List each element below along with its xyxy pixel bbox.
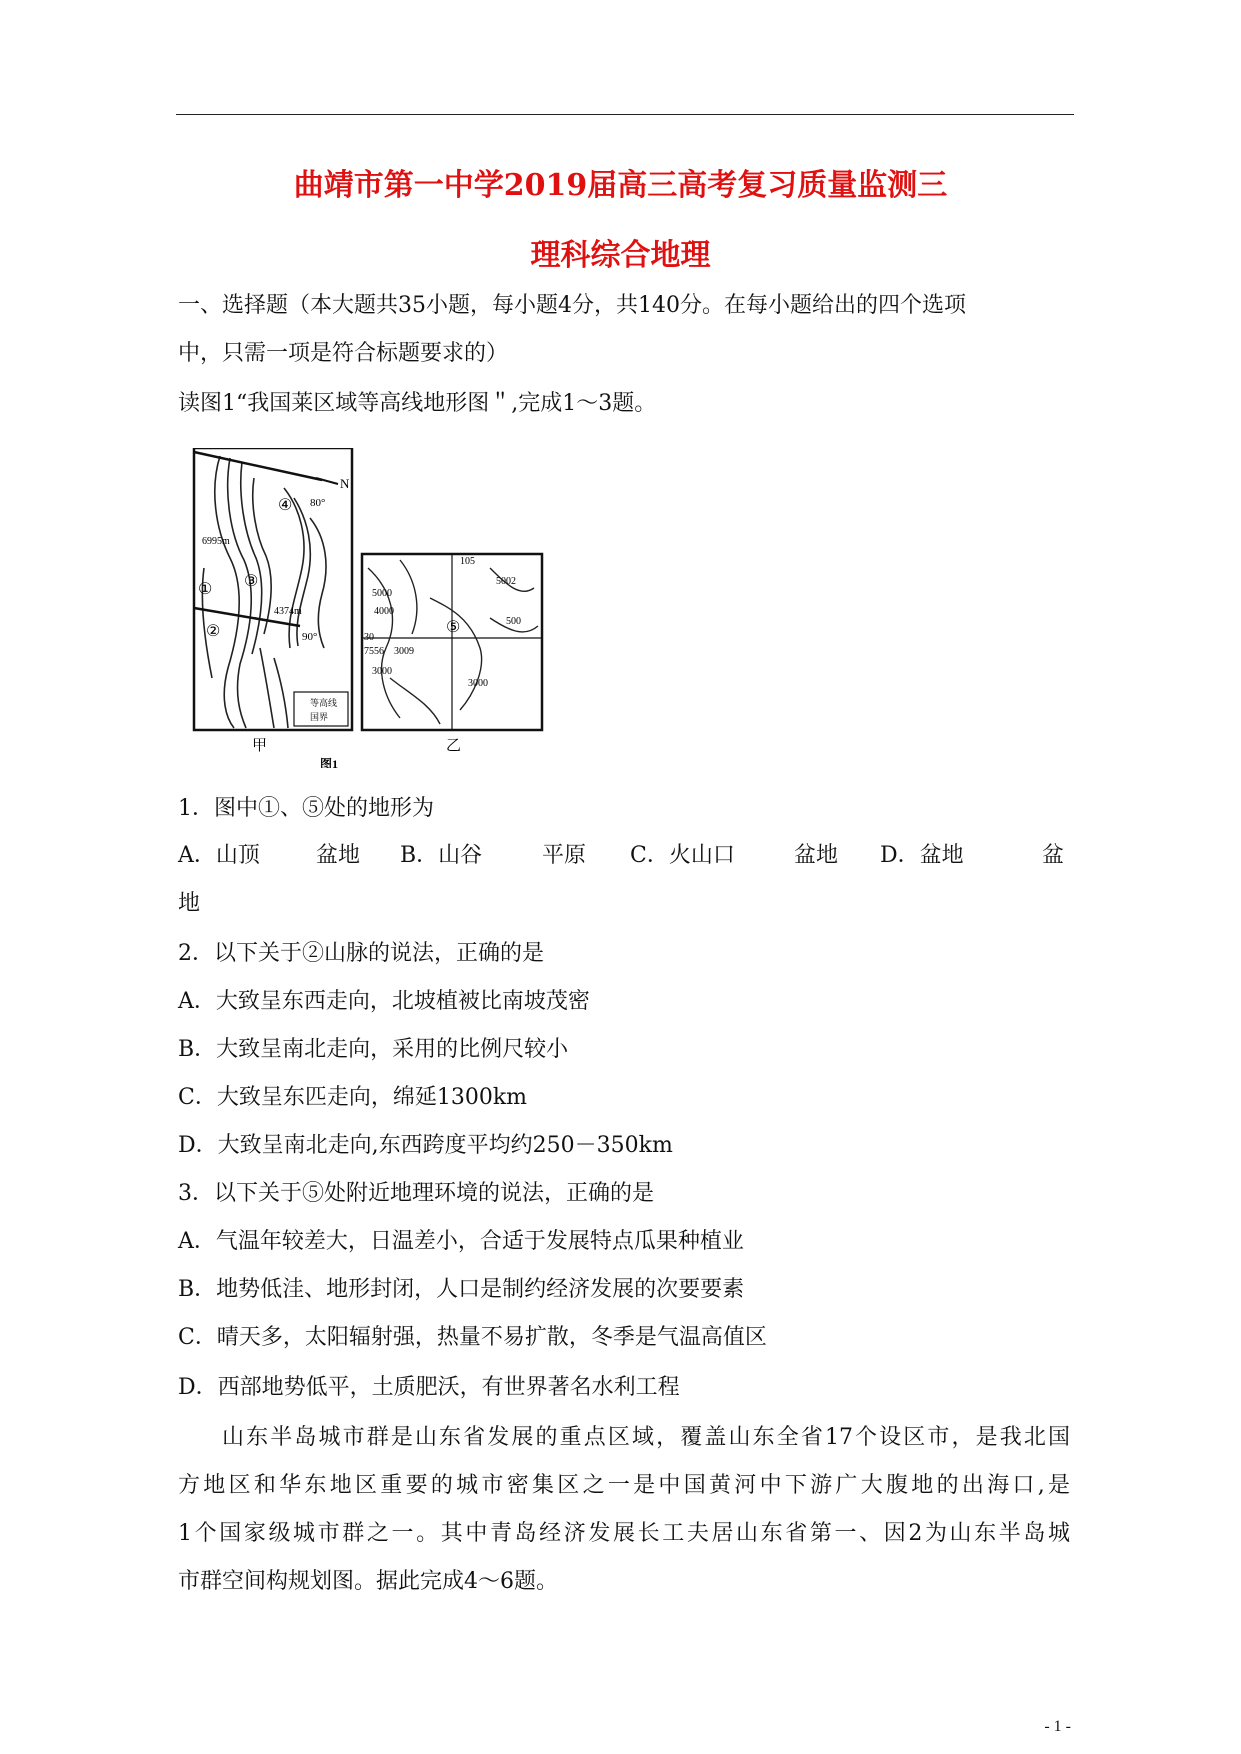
q3-opt-b: B．地势低洼、地形封闭，人口是制约经济发展的次要要素 bbox=[178, 1277, 745, 1302]
contour-map-figure bbox=[190, 448, 550, 768]
map-jia-frame bbox=[194, 448, 352, 730]
contour-4000: 4000 bbox=[374, 606, 394, 617]
mark-2: ② bbox=[206, 623, 221, 640]
passage-line4: 市群空间构规划图。据此完成4～6题。 bbox=[178, 1569, 558, 1594]
contour-3000a: 3000 bbox=[372, 666, 392, 677]
read-map-instruction: 读图1“我国莱区域等高线地形图＂,完成1～3题。 bbox=[178, 391, 657, 416]
mark-3: ③ bbox=[244, 573, 259, 590]
contour-3000b: 3000 bbox=[468, 678, 488, 689]
q1-opt-b: B．山谷 bbox=[400, 843, 483, 868]
map-yi-label: 乙 bbox=[446, 738, 462, 754]
page-number: - 1 - bbox=[1044, 1718, 1071, 1735]
contour-7556: 7556 bbox=[364, 646, 384, 657]
elev-4374-label: 4374m bbox=[274, 606, 302, 617]
contour-5002: 5002 bbox=[496, 576, 516, 587]
q3-opt-d: D．西部地势低平，土质肥沃，有世界著名水利工程 bbox=[178, 1375, 680, 1400]
legend-contour: 等高线 bbox=[310, 698, 338, 708]
contour-30: 30 bbox=[364, 632, 374, 643]
passage-line1: 山东半岛城市群是山东省发展的重点区域，覆盖山东全省17个设区市，是我北国 bbox=[222, 1425, 1070, 1450]
header-rule bbox=[176, 114, 1074, 115]
q1-opt-c2: 盆地 bbox=[794, 843, 839, 868]
q1-opt-a: A．山顶 bbox=[178, 843, 260, 868]
q1-opt-c: C．火山口 bbox=[630, 843, 735, 868]
q1-options-wrap: 地 bbox=[178, 891, 201, 916]
section-intro-line1: 一、选择题（本大题共35小题，每小题4分，共140分。在每小题给出的四个选项 bbox=[178, 293, 966, 318]
figure-caption: 图1 bbox=[320, 757, 339, 768]
mark-4: ④ bbox=[278, 497, 293, 514]
q3-opt-c: C．晴天多，太阳辐射强，热量不易扩散，冬季是气温高值区 bbox=[178, 1325, 767, 1350]
map-jia-label: 甲 bbox=[252, 738, 268, 754]
page-title: 曲靖市第一中学2019届高三高考复习质量监测三 bbox=[293, 168, 948, 203]
mark-1: ① bbox=[198, 581, 213, 598]
page-subtitle: 理科综合地理 bbox=[530, 238, 711, 273]
elev-6995-label: 6995m bbox=[202, 536, 230, 547]
q2-opt-b: B．大致呈南北走向，采用的比例尺较小 bbox=[178, 1037, 569, 1062]
q2-opt-d: D．大致呈南北走向,东西跨度平均约250－350km bbox=[178, 1133, 673, 1158]
q1-opt-d2: 盆 bbox=[1042, 843, 1065, 868]
contour-5000: 5000 bbox=[372, 588, 392, 599]
north-label: N bbox=[340, 476, 350, 491]
q1-stem: 1．图中①、⑤处的地形为 bbox=[178, 796, 434, 821]
lat-90-label: 90° bbox=[302, 631, 318, 643]
q3-opt-a: A．气温年较差大，日温差小，合适于发展特点瓜果种植业 bbox=[178, 1229, 744, 1254]
lat-80-label: 80° bbox=[310, 497, 326, 509]
q1-opt-b2: 平原 bbox=[542, 843, 587, 868]
passage-line3: 1个国家级城市群之一。其中青岛经济发展长工夫居山东省第一、因2为山东半岛城 bbox=[178, 1521, 1070, 1546]
contour-105: 105 bbox=[460, 556, 475, 567]
passage-line2: 方地区和华东地区重要的城市密集区之一是中国黄河中下游广大腹地的出海口,是 bbox=[178, 1473, 1070, 1498]
legend-border: 国界 bbox=[310, 712, 329, 722]
section-intro-line2: 中，只需一项是符合标题要求的） bbox=[178, 341, 509, 366]
contour-3009: 3009 bbox=[394, 646, 414, 657]
q2-opt-c: C．大致呈东匹走向，绵延1300km bbox=[178, 1085, 528, 1110]
q3-stem: 3．以下关于⑤处附近地理环境的说法，正确的是 bbox=[178, 1181, 654, 1206]
contour-500: 500 bbox=[506, 616, 521, 627]
q1-opt-a2: 盆地 bbox=[316, 843, 361, 868]
q1-opt-d: D．盆地 bbox=[880, 843, 964, 868]
q2-opt-a: A．大致呈东西走向，北坡植被比南坡茂密 bbox=[178, 989, 590, 1014]
q2-stem: 2．以下关于②山脉的说法，正确的是 bbox=[178, 941, 544, 966]
mark-5: ⑤ bbox=[446, 619, 461, 636]
